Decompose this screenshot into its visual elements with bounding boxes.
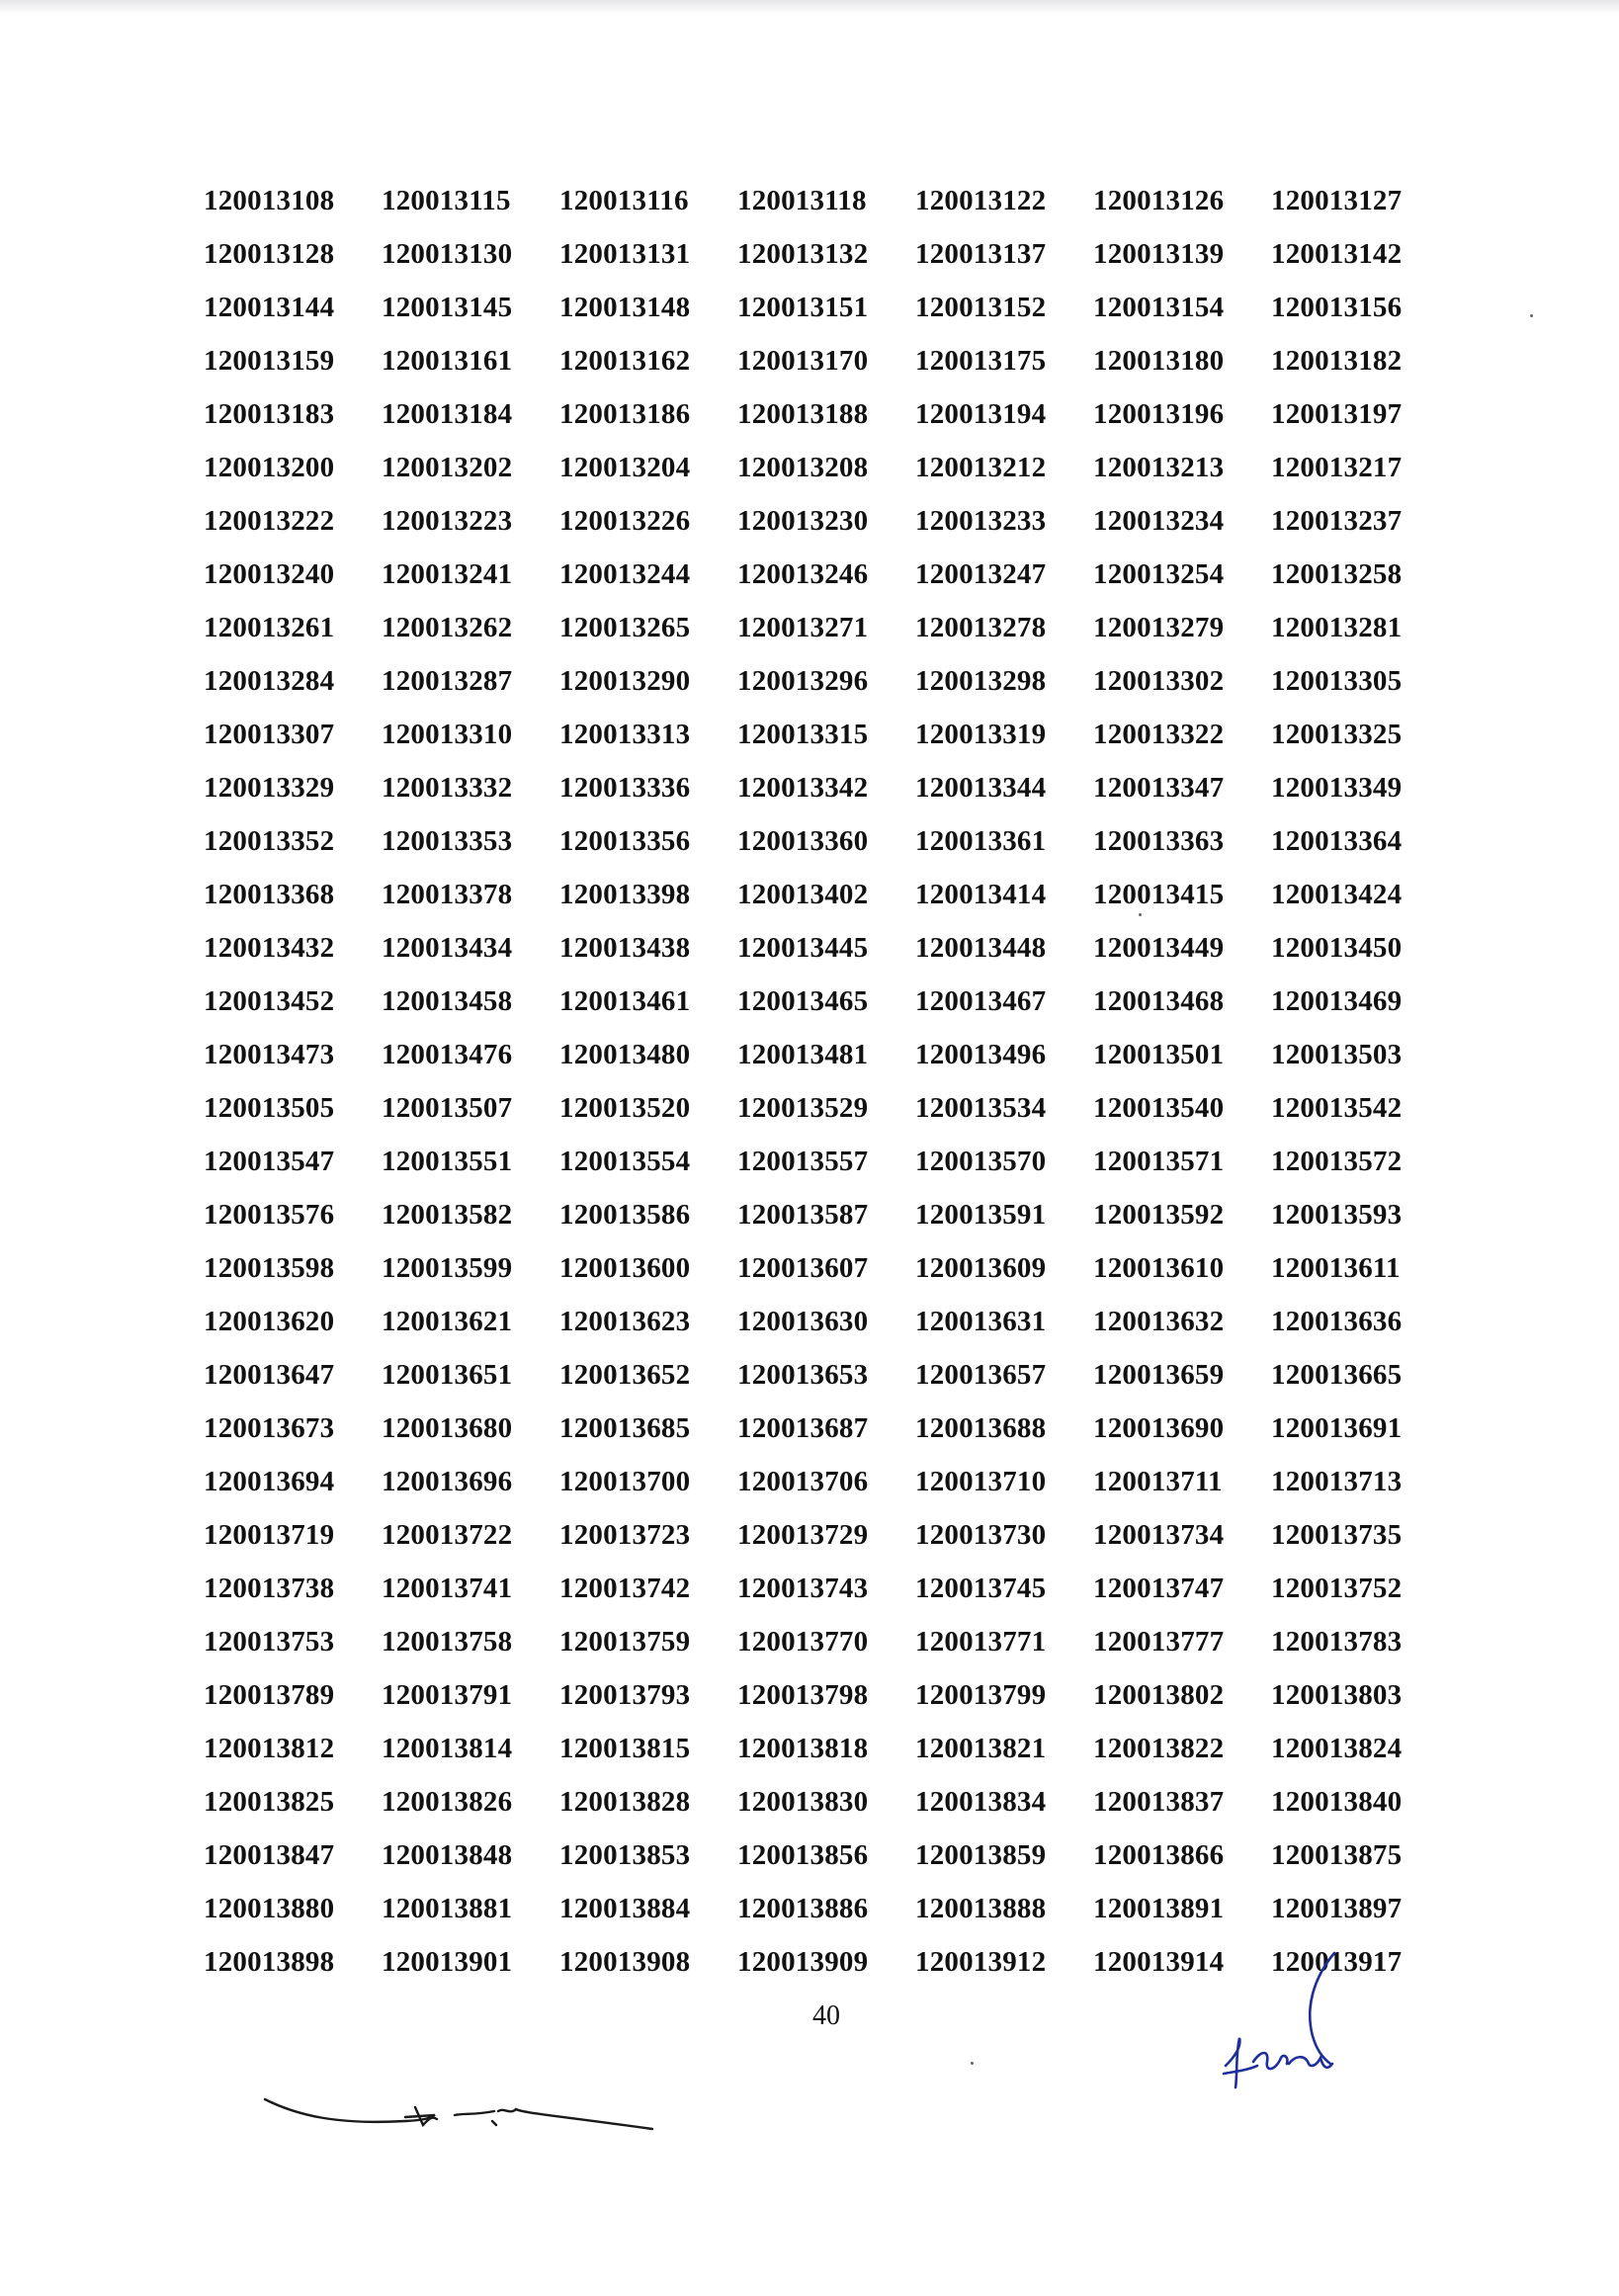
roll-number-cell: 120013611 [1271, 1252, 1401, 1284]
roll-number-cell: 120013244 [559, 558, 691, 590]
roll-number-cell: 120013287 [382, 665, 513, 697]
roll-number-cell: 120013747 [1093, 1573, 1225, 1604]
roll-number-cell: 120013507 [382, 1092, 513, 1124]
roll-number-cell: 120013284 [204, 665, 335, 697]
roll-number-cell: 120013636 [1271, 1306, 1403, 1337]
roll-number-cell: 120013706 [737, 1466, 869, 1497]
roll-number-cell: 120013688 [915, 1412, 1047, 1444]
roll-number-cell: 120013196 [1093, 398, 1225, 430]
roll-number-cell: 120013700 [559, 1466, 691, 1497]
roll-number-cell: 120013825 [204, 1786, 335, 1818]
roll-number-cell: 120013914 [1093, 1946, 1225, 1978]
roll-number-cell: 120013673 [204, 1412, 335, 1444]
roll-number-cell: 120013247 [915, 558, 1047, 590]
roll-number-cell: 120013476 [382, 1039, 513, 1070]
roll-number-cell: 120013557 [737, 1146, 869, 1177]
roll-number-cell: 120013336 [559, 772, 691, 804]
roll-number-cell: 120013631 [915, 1306, 1047, 1337]
roll-number-cell: 120013554 [559, 1146, 691, 1177]
roll-number-cell: 120013217 [1271, 452, 1403, 483]
roll-number-cell: 120013200 [204, 452, 335, 483]
roll-number-cell: 120013834 [915, 1786, 1047, 1818]
roll-number-cell: 120013480 [559, 1039, 691, 1070]
roll-number-cell: 120013450 [1271, 932, 1403, 964]
roll-number-table [204, 174, 1449, 1989]
roll-number-cell: 120013729 [737, 1519, 869, 1551]
roll-number-cell: 120013743 [737, 1573, 869, 1604]
roll-number-cell: 120013363 [1093, 825, 1225, 857]
roll-number-cell: 120013657 [915, 1359, 1047, 1391]
roll-number-cell: 120013322 [1093, 719, 1225, 750]
roll-number-cell: 120013753 [204, 1626, 335, 1658]
roll-number-cell: 120013770 [737, 1626, 869, 1658]
roll-number-cell: 120013735 [1271, 1519, 1403, 1551]
roll-number-cell: 120013599 [382, 1252, 513, 1284]
roll-number-cell: 120013151 [737, 292, 869, 323]
page-number: 40 [812, 2000, 840, 2031]
roll-number-cell: 120013659 [1093, 1359, 1225, 1391]
roll-number-cell: 120013690 [1093, 1412, 1225, 1444]
roll-number-cell: 120013730 [915, 1519, 1047, 1551]
roll-number-cell: 120013814 [382, 1733, 513, 1764]
roll-number-cell: 120013694 [204, 1466, 335, 1497]
roll-number-cell: 120013503 [1271, 1039, 1403, 1070]
roll-number-cell: 120013571 [1093, 1146, 1225, 1177]
roll-number-cell: 120013194 [915, 398, 1047, 430]
roll-number-cell: 120013325 [1271, 719, 1403, 750]
roll-number-cell: 120013434 [382, 932, 513, 964]
roll-number-cell: 120013826 [382, 1786, 513, 1818]
roll-number-cell: 120013132 [737, 238, 869, 270]
roll-number-cell: 120013607 [737, 1252, 869, 1284]
roll-number-cell: 120013592 [1093, 1199, 1225, 1231]
roll-number-cell: 120013152 [915, 292, 1047, 323]
roll-number-cell: 120013710 [915, 1466, 1047, 1497]
roll-number-cell: 120013759 [559, 1626, 691, 1658]
roll-number-cell: 120013278 [915, 612, 1047, 643]
roll-number-cell: 120013542 [1271, 1092, 1403, 1124]
roll-number-cell: 120013734 [1093, 1519, 1225, 1551]
roll-number-cell: 120013551 [382, 1146, 513, 1177]
roll-number-cell: 120013576 [204, 1199, 335, 1231]
roll-number-cell: 120013593 [1271, 1199, 1403, 1231]
roll-number-cell: 120013290 [559, 665, 691, 697]
roll-number-cell: 120013344 [915, 772, 1047, 804]
roll-number-cell: 120013415 [1093, 879, 1225, 910]
roll-number-cell: 120013908 [559, 1946, 691, 1978]
roll-number-cell: 120013572 [1271, 1146, 1403, 1177]
roll-number-cell: 120013812 [204, 1733, 335, 1764]
roll-number-cell: 120013368 [204, 879, 335, 910]
roll-number-cell: 120013691 [1271, 1412, 1403, 1444]
roll-number-cell: 120013144 [204, 292, 335, 323]
roll-number-cell: 120013791 [382, 1679, 513, 1711]
roll-number-cell: 120013237 [1271, 505, 1403, 537]
roll-number-cell: 120013126 [1093, 185, 1225, 216]
roll-number-cell: 120013719 [204, 1519, 335, 1551]
roll-number-cell: 120013213 [1093, 452, 1225, 483]
roll-number-cell: 120013329 [204, 772, 335, 804]
roll-number-cell: 120013414 [915, 879, 1047, 910]
roll-number-cell: 120013802 [1093, 1679, 1225, 1711]
roll-number-cell: 120013449 [1093, 932, 1225, 964]
roll-number-cell: 120013847 [204, 1839, 335, 1871]
roll-number-cell: 120013222 [204, 505, 335, 537]
roll-number-cell: 120013632 [1093, 1306, 1225, 1337]
roll-number-cell: 120013713 [1271, 1466, 1403, 1497]
roll-number-cell: 120013815 [559, 1733, 691, 1764]
roll-number-cell: 120013212 [915, 452, 1047, 483]
roll-number-cell: 120013505 [204, 1092, 335, 1124]
roll-number-cell: 120013481 [737, 1039, 869, 1070]
roll-number-cell: 120013302 [1093, 665, 1225, 697]
roll-number-cell: 120013803 [1271, 1679, 1403, 1711]
roll-number-cell: 120013623 [559, 1306, 691, 1337]
roll-number-cell: 120013587 [737, 1199, 869, 1231]
roll-number-cell: 120013360 [737, 825, 869, 857]
roll-number-cell: 120013279 [1093, 612, 1225, 643]
roll-number-cell: 120013465 [737, 985, 869, 1017]
roll-number-cell: 120013620 [204, 1306, 335, 1337]
roll-number-cell: 120013145 [382, 292, 513, 323]
roll-number-cell: 120013738 [204, 1573, 335, 1604]
roll-number-cell: 120013745 [915, 1573, 1047, 1604]
roll-number-cell: 120013175 [915, 345, 1047, 377]
roll-number-cell: 120013122 [915, 185, 1047, 216]
roll-number-cell: 120013534 [915, 1092, 1047, 1124]
roll-number-cell: 120013828 [559, 1786, 691, 1818]
roll-number-cell: 120013468 [1093, 985, 1225, 1017]
roll-number-cell: 120013130 [382, 238, 513, 270]
roll-number-cell: 120013771 [915, 1626, 1047, 1658]
roll-number-cell: 120013139 [1093, 238, 1225, 270]
roll-number-cell: 120013461 [559, 985, 691, 1017]
roll-number-cell: 120013254 [1093, 558, 1225, 590]
roll-number-cell: 120013901 [382, 1946, 513, 1978]
roll-number-cell: 120013347 [1093, 772, 1225, 804]
roll-number-cell: 120013131 [559, 238, 691, 270]
roll-number-cell: 120013824 [1271, 1733, 1403, 1764]
roll-number-cell: 120013570 [915, 1146, 1047, 1177]
roll-number-cell: 120013591 [915, 1199, 1047, 1231]
roll-number-cell: 120013186 [559, 398, 691, 430]
roll-number-cell: 120013653 [737, 1359, 869, 1391]
roll-number-cell: 120013742 [559, 1573, 691, 1604]
roll-number-cell: 120013424 [1271, 879, 1403, 910]
roll-number-cell: 120013685 [559, 1412, 691, 1444]
roll-number-cell: 120013448 [915, 932, 1047, 964]
roll-number-cell: 120013184 [382, 398, 513, 430]
roll-number-cell: 120013789 [204, 1679, 335, 1711]
roll-number-cell: 120013467 [915, 985, 1047, 1017]
roll-number-cell: 120013501 [1093, 1039, 1225, 1070]
roll-number-cell: 120013352 [204, 825, 335, 857]
roll-number-cell: 120013234 [1093, 505, 1225, 537]
roll-number-cell: 120013148 [559, 292, 691, 323]
roll-number-cell: 120013818 [737, 1733, 869, 1764]
roll-number-cell: 120013246 [737, 558, 869, 590]
roll-number-cell: 120013162 [559, 345, 691, 377]
scan-speck [1139, 913, 1142, 916]
roll-number-cell: 120013223 [382, 505, 513, 537]
roll-number-cell: 120013840 [1271, 1786, 1403, 1818]
roll-number-cell: 120013305 [1271, 665, 1403, 697]
roll-number-cell: 120013647 [204, 1359, 335, 1391]
roll-number-cell: 120013798 [737, 1679, 869, 1711]
roll-number-cell: 120013651 [382, 1359, 513, 1391]
roll-number-cell: 120013853 [559, 1839, 691, 1871]
roll-number-cell: 120013315 [737, 719, 869, 750]
roll-number-cell: 120013884 [559, 1893, 691, 1924]
roll-number-cell: 120013170 [737, 345, 869, 377]
roll-number-cell: 120013875 [1271, 1839, 1403, 1871]
roll-number-cell: 120013180 [1093, 345, 1225, 377]
roll-number-cell: 120013261 [204, 612, 335, 643]
roll-number-cell: 120013469 [1271, 985, 1403, 1017]
roll-number-cell: 120013880 [204, 1893, 335, 1924]
roll-number-cell: 120013848 [382, 1839, 513, 1871]
roll-number-cell: 120013115 [382, 185, 511, 216]
roll-number-cell: 120013680 [382, 1412, 513, 1444]
roll-number-cell: 120013582 [382, 1199, 513, 1231]
roll-number-cell: 120013137 [915, 238, 1047, 270]
roll-number-cell: 120013917 [1271, 1946, 1403, 1978]
roll-number-cell: 120013230 [737, 505, 869, 537]
roll-number-cell: 120013888 [915, 1893, 1047, 1924]
roll-number-cell: 120013265 [559, 612, 691, 643]
roll-number-cell: 120013127 [1271, 185, 1403, 216]
scan-speck [1530, 314, 1533, 317]
roll-number-cell: 120013142 [1271, 238, 1403, 270]
roll-number-cell: 120013159 [204, 345, 335, 377]
roll-number-cell: 120013183 [204, 398, 335, 430]
roll-number-cell: 120013711 [1093, 1466, 1223, 1497]
roll-number-cell: 120013540 [1093, 1092, 1225, 1124]
roll-number-cell: 120013182 [1271, 345, 1403, 377]
roll-number-cell: 120013258 [1271, 558, 1403, 590]
roll-number-cell: 120013665 [1271, 1359, 1403, 1391]
right-signature [1206, 1947, 1404, 2115]
roll-number-cell: 120013630 [737, 1306, 869, 1337]
roll-number-cell: 120013866 [1093, 1839, 1225, 1871]
roll-number-cell: 120013586 [559, 1199, 691, 1231]
roll-number-cell: 120013777 [1093, 1626, 1225, 1658]
roll-number-cell: 120013241 [382, 558, 513, 590]
roll-number-cell: 120013881 [382, 1893, 513, 1924]
roll-number-cell: 120013332 [382, 772, 513, 804]
roll-number-cell: 120013154 [1093, 292, 1225, 323]
roll-number-cell: 120013361 [915, 825, 1047, 857]
roll-number-cell: 120013197 [1271, 398, 1403, 430]
roll-number-cell: 120013402 [737, 879, 869, 910]
roll-number-cell: 120013830 [737, 1786, 869, 1818]
roll-number-cell: 120013741 [382, 1573, 513, 1604]
roll-number-cell: 120013473 [204, 1039, 335, 1070]
roll-number-cell: 120013233 [915, 505, 1047, 537]
roll-number-cell: 120013821 [915, 1733, 1047, 1764]
roll-number-cell: 120013208 [737, 452, 869, 483]
roll-number-cell: 120013898 [204, 1946, 335, 1978]
roll-number-cell: 120013310 [382, 719, 513, 750]
roll-number-cell: 120013723 [559, 1519, 691, 1551]
roll-number-cell: 120013909 [737, 1946, 869, 1978]
roll-number-cell: 120013271 [737, 612, 869, 643]
roll-number-cell: 120013652 [559, 1359, 691, 1391]
roll-number-cell: 120013108 [204, 185, 335, 216]
roll-number-cell: 120013128 [204, 238, 335, 270]
roll-number-cell: 120013349 [1271, 772, 1403, 804]
scan-speck [971, 2062, 974, 2065]
roll-number-cell: 120013432 [204, 932, 335, 964]
roll-number-cell: 120013520 [559, 1092, 691, 1124]
roll-number-cell: 120013722 [382, 1519, 513, 1551]
roll-number-cell: 120013452 [204, 985, 335, 1017]
roll-number-cell: 120013837 [1093, 1786, 1225, 1818]
roll-number-cell: 120013897 [1271, 1893, 1403, 1924]
roll-number-cell: 120013378 [382, 879, 513, 910]
roll-number-cell: 120013799 [915, 1679, 1047, 1711]
roll-number-cell: 120013496 [915, 1039, 1047, 1070]
roll-number-cell: 120013758 [382, 1626, 513, 1658]
roll-number-cell: 120013445 [737, 932, 869, 964]
roll-number-cell: 120013438 [559, 932, 691, 964]
scan-top-edge [0, 0, 1619, 14]
roll-number-cell: 120013610 [1093, 1252, 1225, 1284]
roll-number-cell: 120013307 [204, 719, 335, 750]
roll-number-cell: 120013600 [559, 1252, 691, 1284]
roll-number-cell: 120013547 [204, 1146, 335, 1177]
roll-number-cell: 120013598 [204, 1252, 335, 1284]
roll-number-cell: 120013313 [559, 719, 691, 750]
roll-number-cell: 120013116 [559, 185, 689, 216]
roll-number-cell: 120013188 [737, 398, 869, 430]
roll-number-cell: 120013859 [915, 1839, 1047, 1871]
roll-number-cell: 120013342 [737, 772, 869, 804]
roll-number-cell: 120013886 [737, 1893, 869, 1924]
roll-number-cell: 120013118 [737, 185, 867, 216]
left-signature [257, 2085, 672, 2165]
roll-number-cell: 120013226 [559, 505, 691, 537]
roll-number-cell: 120013696 [382, 1466, 513, 1497]
roll-number-cell: 120013319 [915, 719, 1047, 750]
roll-number-cell: 120013793 [559, 1679, 691, 1711]
roll-number-cell: 120013458 [382, 985, 513, 1017]
roll-number-cell: 120013240 [204, 558, 335, 590]
roll-number-cell: 120013609 [915, 1252, 1047, 1284]
roll-number-cell: 120013364 [1271, 825, 1403, 857]
roll-number-cell: 120013262 [382, 612, 513, 643]
roll-number-cell: 120013856 [737, 1839, 869, 1871]
roll-number-cell: 120013822 [1093, 1733, 1225, 1764]
roll-number-cell: 120013398 [559, 879, 691, 910]
roll-number-cell: 120013298 [915, 665, 1047, 697]
roll-number-cell: 120013687 [737, 1412, 869, 1444]
roll-number-cell: 120013912 [915, 1946, 1047, 1978]
roll-number-cell: 120013204 [559, 452, 691, 483]
roll-number-cell: 120013296 [737, 665, 869, 697]
roll-number-cell: 120013752 [1271, 1573, 1403, 1604]
roll-number-cell: 120013202 [382, 452, 513, 483]
roll-number-cell: 120013161 [382, 345, 513, 377]
roll-number-cell: 120013356 [559, 825, 691, 857]
roll-number-cell: 120013783 [1271, 1626, 1403, 1658]
roll-number-cell: 120013353 [382, 825, 513, 857]
roll-number-cell: 120013621 [382, 1306, 513, 1337]
roll-number-cell: 120013529 [737, 1092, 869, 1124]
roll-number-cell: 120013156 [1271, 292, 1403, 323]
roll-number-cell: 120013281 [1271, 612, 1403, 643]
roll-number-cell: 120013891 [1093, 1893, 1225, 1924]
